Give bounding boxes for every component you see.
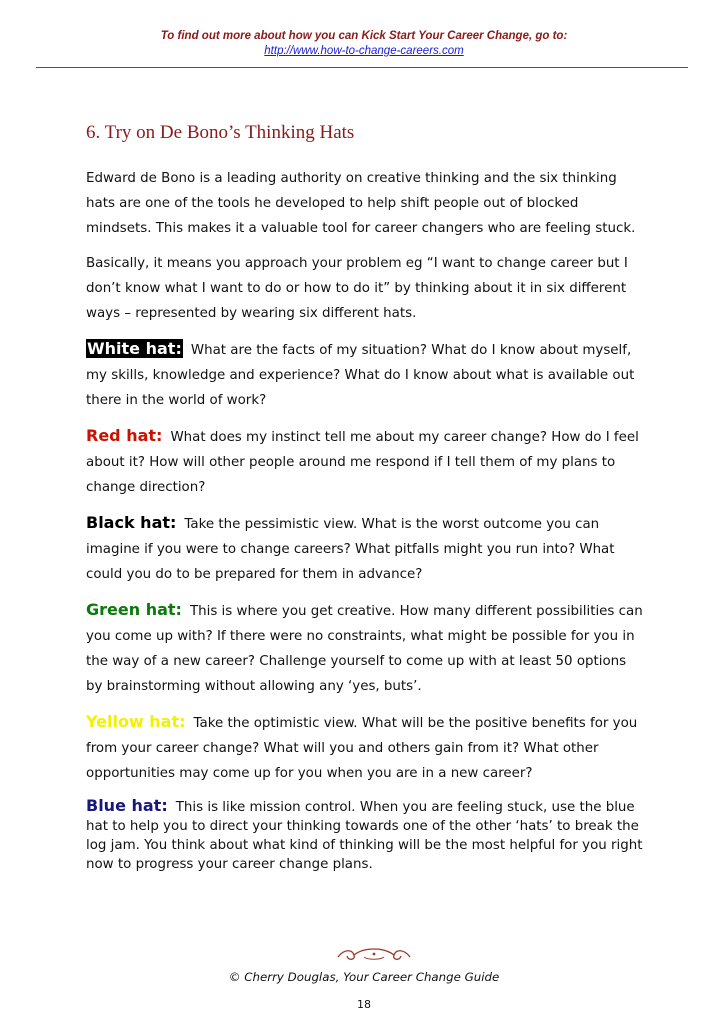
hat-paragraph-white (86, 336, 646, 413)
header-promo-text: To find out more about how you can Kick Start Your Career Change, go to: (160, 30, 568, 42)
header-divider (36, 67, 688, 68)
hat-label-red: Red hat: (86, 426, 163, 445)
hat-paragraph-red (86, 423, 646, 500)
hat-paragraph-blue (86, 796, 646, 874)
footer-copyright: © Cherry Douglas, Your Career Change Guide (228, 970, 500, 984)
hat-label-green: Green hat: (86, 600, 182, 619)
hat-text-red: What does my instinct tell me about my career change? How do I feel about it? How will other people around me respond if I tell them of my plans to change direction? (86, 430, 639, 495)
hat-paragraph-green (86, 597, 646, 699)
hat-text-yellow: Take the optimistic view. What will be the positive benefits for you from your career change? What will you and others gain from it? What other opportunities may come up for you when you are in a new career? (86, 716, 638, 781)
hat-text-black: Take the pessimistic view. What is the worst outcome you can imagine if you were to change careers? What pitfalls might you run into? What could you do to be prepared for them in advance? (86, 517, 615, 582)
hat-label-blue: Blue hat: (86, 796, 168, 815)
hat-paragraph-yellow (86, 709, 646, 786)
page-number: 18 (357, 998, 371, 1011)
hat-label-white: White hat: (87, 339, 182, 358)
hat-text-green: This is where you get creative. How many different possibilities can you come up with? If there were no constraints, what might be possible for you in the way of a new career? Challenge yourself to come up with at least 50 options by brainstorming without allowing any ‘yes, buts’. (86, 604, 643, 694)
hat-label-black: Black hat: (86, 513, 177, 532)
page-content (86, 122, 646, 884)
hat-text-blue: This is like mission control. When you are feeling stuck, use the blue hat to help you to direct your thinking towards one of the other ‘hats’ to break the log jam. You think about what kind of thinking will be the most helpful for you right now to progress your career change plans. (86, 800, 643, 872)
header-link[interactable]: http://www.how-to-change-careers.com (264, 45, 464, 57)
section-title: 6. Try on De Bono’s Thinking Hats (86, 122, 355, 143)
intro-paragraph-1: Edward de Bono is a leading authority on creative thinking and the six thinking hats are one of the tools he developed to help shift people out of blocked mindsets. This makes it a valuable tool for career changers who are feeling stuck. (86, 171, 636, 236)
hat-label-yellow: Yellow hat: (86, 712, 186, 731)
hat-paragraph-black (86, 510, 646, 587)
flourish-ornament-icon (334, 945, 414, 963)
intro-paragraph-2: Basically, it means you approach your problem eg “I want to change career but I don’t know what I want to do or how to do it” by thinking about it in six different ways – represented by wearing six different hats. (86, 256, 628, 321)
hat-text-white: What are the facts of my situation? What do I know about myself, my skills, knowledge and experience? What do I know about what is available out there in the world of work? (86, 343, 635, 408)
